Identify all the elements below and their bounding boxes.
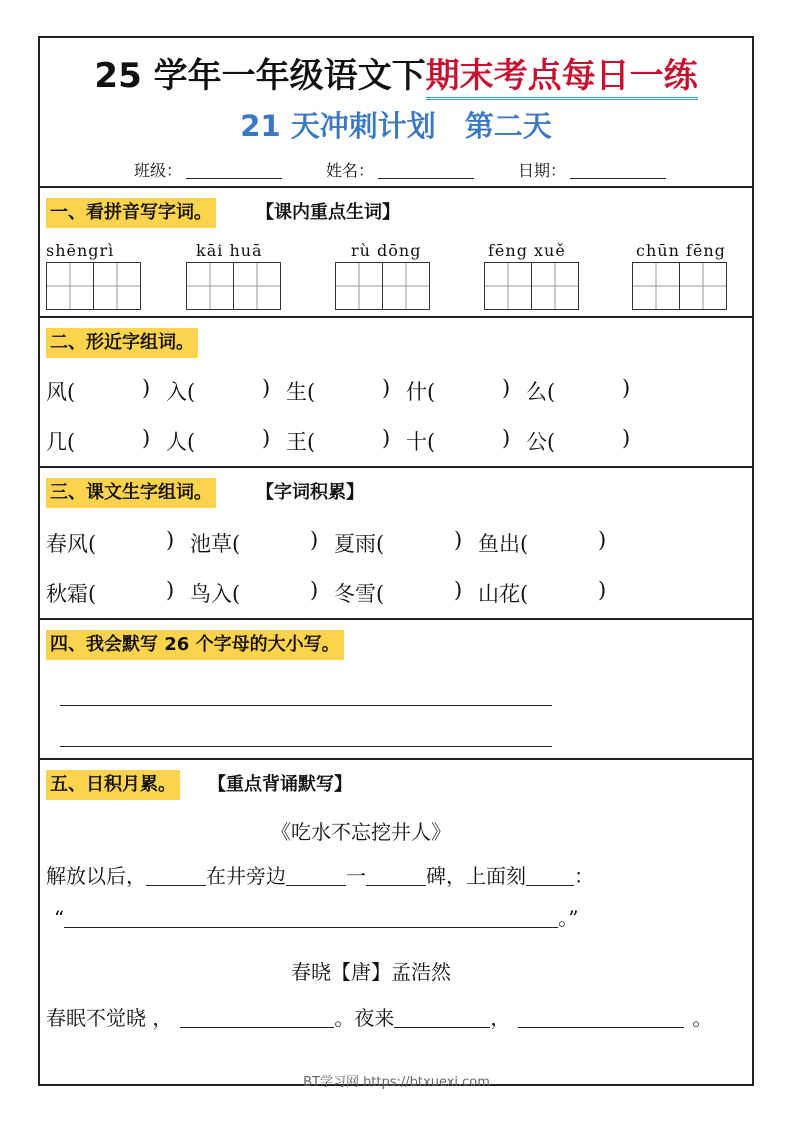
writing-cell[interactable] [383,262,430,310]
word-row [46,376,746,404]
answer-blank[interactable] [180,1007,334,1028]
writing-cell[interactable] [186,262,234,310]
passage-text: 在井旁边 [206,864,286,888]
poem-title: 春晓【唐】孟浩然 [291,960,451,984]
class-label: 班级： [134,161,183,180]
date-blank[interactable] [570,162,666,179]
word-prompt: 山花( [478,582,529,606]
pinyin-item [484,240,579,310]
pinyin-item [186,240,281,310]
char-prompt: 什( [406,380,436,404]
poem-text: ， [490,1006,511,1030]
name-label: 姓名： [326,161,375,180]
page-title [40,48,752,97]
fill-in-line [46,860,594,889]
word-prompt: 秋霜( [46,582,97,606]
quote-line [54,902,578,931]
passage-text: 一 [346,864,366,888]
date-label: 日期： [518,161,567,180]
tianzige-grid[interactable] [186,262,281,310]
section4-heading: 四、我会默写 26 个字母的大小写。 [46,630,344,660]
pinyin-text: kāi huā [196,241,263,260]
close-paren: ) [502,376,511,400]
close-quote: 。” [558,906,579,930]
word-row [46,528,746,556]
char-prompt: 人( [166,430,196,454]
open-quote: “ [54,906,65,930]
lesson-title: 《吃水不忘挖井人》 [271,820,451,844]
close-paren: ) [454,528,463,552]
tianzige-grid[interactable] [46,262,141,310]
title-highlight-text: 期末考点每日一练 [426,56,698,100]
close-paren: ) [166,578,175,602]
word-prompt: 冬雪( [334,582,385,606]
section2-heading: 二、形近字组词。 [46,328,198,358]
char-prompt: 生( [286,380,316,404]
answer-blank[interactable] [394,1007,490,1028]
section1-heading: 一、看拼音写字词。 [46,198,216,228]
char-prompt: 风( [46,380,76,404]
word-prompt: 夏雨( [334,532,385,556]
page-subtitle: 21 天冲刺计划 第二天 [240,109,552,143]
word-prompt: 鱼出( [478,532,529,556]
close-paren: ) [598,578,607,602]
name-blank[interactable] [378,162,474,179]
name-field[interactable] [326,158,474,181]
answer-blank[interactable] [64,907,558,928]
poem-text: 。 [692,1006,713,1030]
answer-blank[interactable] [146,865,206,886]
class-field[interactable] [134,158,282,181]
close-paren: ) [310,528,319,552]
section-alphabet [40,620,752,760]
section1-tag: 【课内重点生词】 [256,202,400,223]
pinyin-item [335,240,430,310]
header-section [40,38,752,188]
word-prompt: 池草( [190,532,241,556]
answer-blank[interactable] [518,1007,684,1028]
section-lesson-words [40,468,752,620]
pinyin-item [632,240,727,310]
close-paren: ) [622,426,631,450]
section-pinyin [40,188,752,318]
pinyin-text: shēngrì [46,241,115,260]
poem-fill-line [46,1002,712,1031]
writing-line[interactable] [60,746,552,747]
pinyin-item [46,240,141,310]
word-row [46,426,746,454]
char-prompt: 公( [526,430,556,454]
tianzige-grid[interactable] [632,262,727,310]
tianzige-grid[interactable] [335,262,430,310]
answer-blank[interactable] [366,865,426,886]
close-paren: ) [622,376,631,400]
class-blank[interactable] [186,162,282,179]
close-paren: ) [454,578,463,602]
writing-cell[interactable] [532,262,579,310]
writing-cell[interactable] [94,262,141,310]
close-paren: ) [382,426,391,450]
writing-cell[interactable] [632,262,680,310]
section5-heading: 五、日积月累。 [46,770,180,800]
pinyin-text: chūn fēng [636,241,726,260]
answer-blank[interactable] [526,865,574,886]
close-paren: ) [262,426,271,450]
section3-heading: 三、课文生字组词。 [46,478,216,508]
close-paren: ) [142,376,151,400]
close-paren: ) [598,528,607,552]
passage-text: ： [574,864,594,888]
writing-cell[interactable] [234,262,281,310]
passage-text: 解放以后， [46,864,146,888]
writing-cell[interactable] [484,262,532,310]
char-prompt: 么( [526,380,556,404]
poem-text: 。夜来 [334,1006,395,1030]
close-paren: ) [166,528,175,552]
section-similar-chars [40,318,752,468]
section-recitation [40,760,752,1086]
word-row [46,578,746,606]
title-grade-text: 25 学年一年级语文下 [94,56,426,96]
char-prompt: 几( [46,430,76,454]
close-paren: ) [142,426,151,450]
tianzige-grid[interactable] [484,262,579,310]
footer-watermark: BT学习网 https://btxuexi.com [303,1075,490,1090]
worksheet [38,36,754,1086]
passage-text: 碑，上面刻 [426,864,526,888]
writing-cell[interactable] [46,262,94,310]
close-paren: ) [502,426,511,450]
section3-tag: 【字词积累】 [256,482,364,503]
section5-tag: 【重点背诵默写】 [208,774,352,795]
close-paren: ) [382,376,391,400]
word-prompt: 春风( [46,532,97,556]
char-prompt: 王( [286,430,316,454]
writing-cell[interactable] [680,262,727,310]
pinyin-text: rù dōng [351,241,422,260]
date-field[interactable] [518,158,666,181]
answer-blank[interactable] [286,865,346,886]
close-paren: ) [262,376,271,400]
word-prompt: 鸟入( [190,582,241,606]
char-prompt: 十( [406,430,436,454]
char-prompt: 入( [166,380,196,404]
poem-text: 春眠不觉晓 ， [46,1006,173,1030]
writing-line[interactable] [60,705,552,706]
writing-cell[interactable] [335,262,383,310]
pinyin-text: fēng xuě [488,241,566,260]
close-paren: ) [310,578,319,602]
